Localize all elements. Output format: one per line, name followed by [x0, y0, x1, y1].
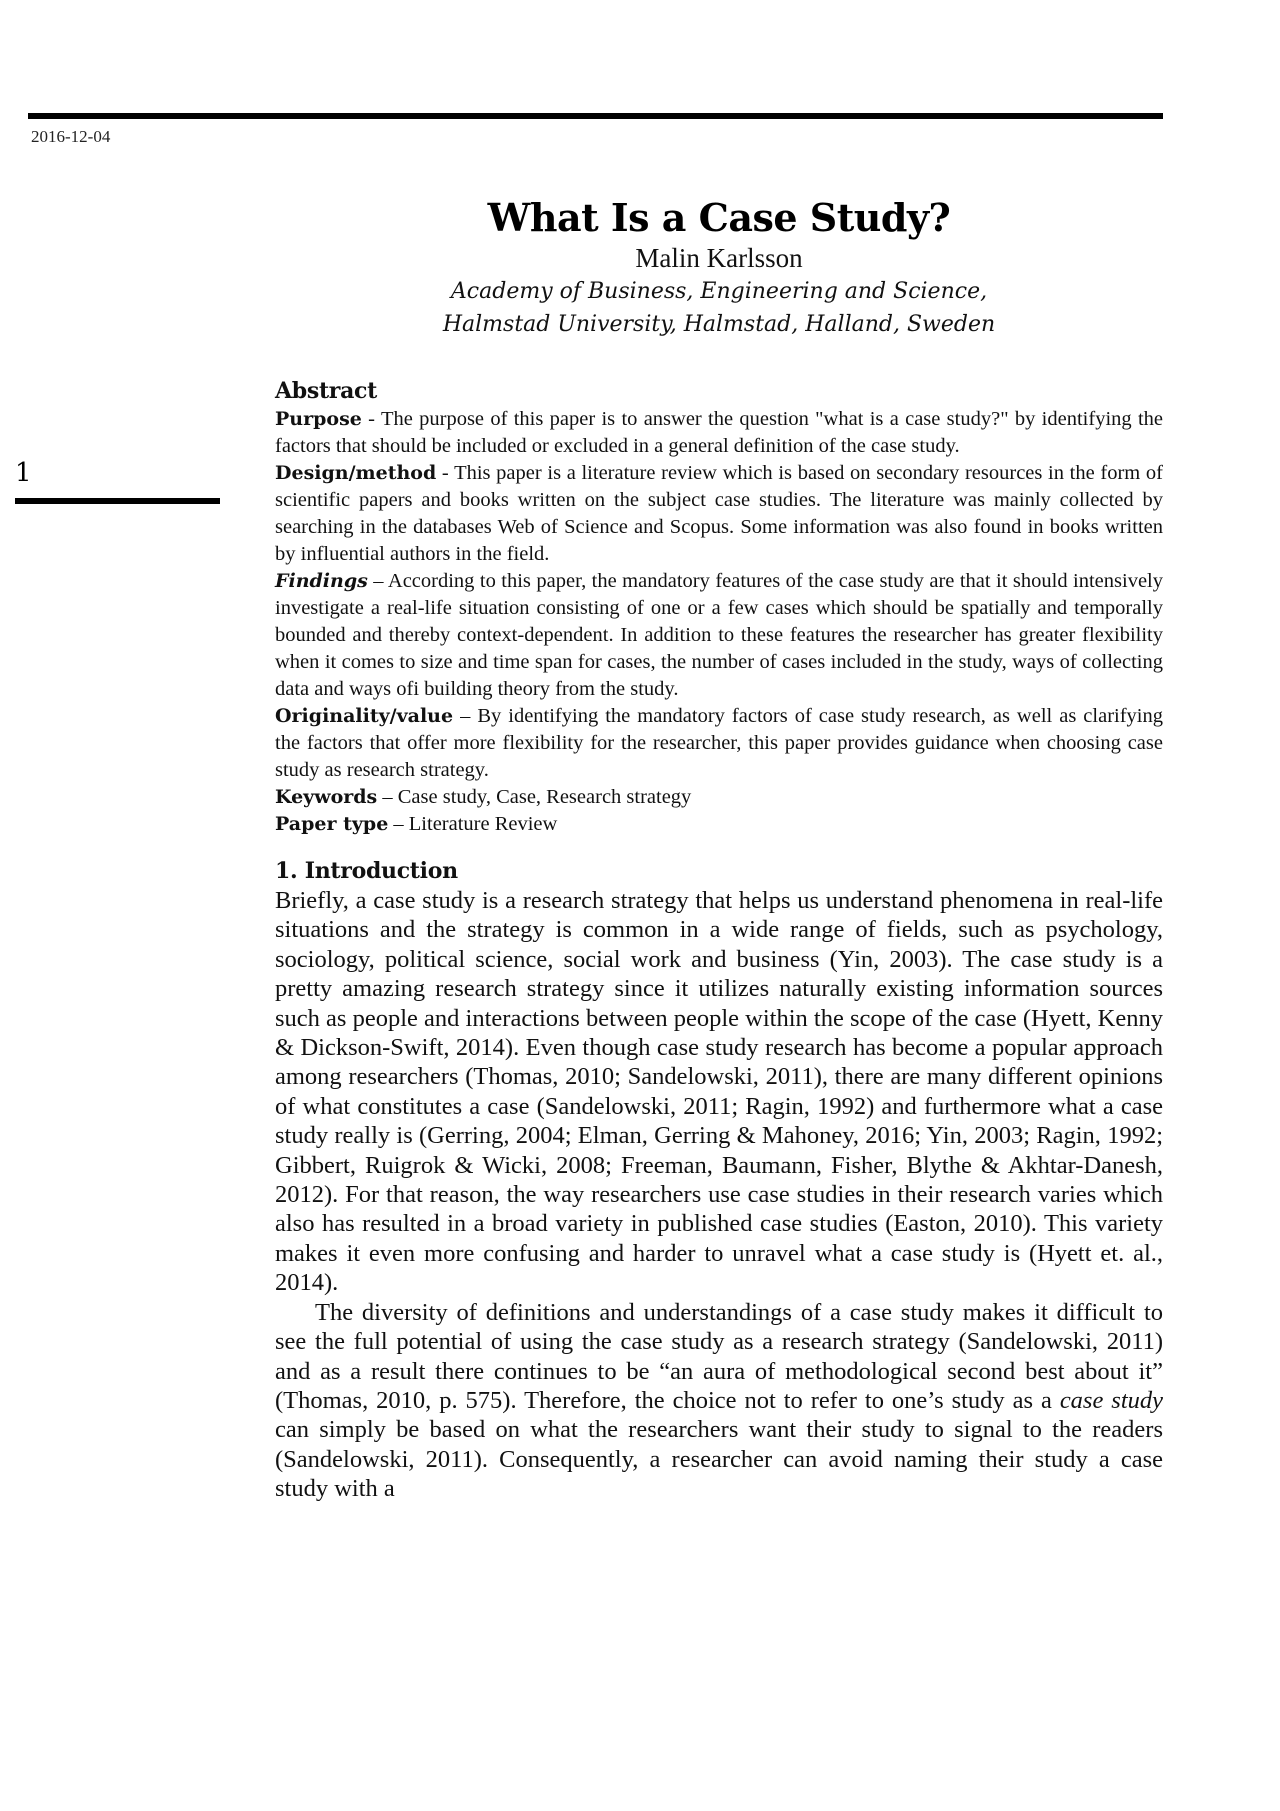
body-content [275, 376, 1163, 1504]
abstract-separator: - [436, 462, 455, 484]
title-block [275, 195, 1163, 341]
abstract-separator: – [377, 786, 398, 808]
affiliation-line-2: Halmstad University, Halmstad, Halland, Sweden [442, 312, 996, 337]
abstract-findings [275, 568, 1163, 703]
abstract-heading: Abstract [275, 378, 378, 404]
abstract-separator: - [361, 408, 381, 430]
abstract-text: The purpose of this paper is to answer the question "what is a case study?" by identifying the factors that should be included or excluded in a general definition of the case study. [275, 408, 1163, 457]
header-rule [28, 113, 1163, 119]
abstract-label: Originality/value [275, 705, 454, 727]
abstract-originality [275, 703, 1163, 784]
abstract-separator: – [388, 813, 409, 835]
abstract-purpose [275, 406, 1163, 460]
abstract-separator: – [367, 570, 388, 592]
abstract-text: This paper is a literature review which is based on secondary resources in the form of scientific papers and books written on the subject case studies. The literature was mainly collected by searching in the databases Web of Science and Scopus. Some information was also found in books written by influential authors in the field. [275, 462, 1163, 565]
paper-title: What Is a Case Study? [487, 195, 951, 240]
abstract-paper-type [275, 811, 1163, 838]
paragraph-text: can simply be based on what the researchers want their study to signal to the readers (Sandelowski, 2011). Consequently, a researcher can avoid naming their study a case study with a [275, 1416, 1163, 1503]
abstract-text: According to this paper, the mandatory features of the case study are that it should intensively investigate a real-life situation consisting of one or a few cases which should be spatially and temporally bounded and thereby context-dependent. In addition to these features the researcher has greater flexibility when it comes to size and time span for cases, the number of cases included in the study, ways of collecting data and ways ofi building theory from the study. [275, 570, 1164, 700]
introduction-heading: 1. Introduction [275, 858, 458, 884]
abstract-label: Purpose [275, 408, 362, 430]
abstract-label: Paper type [275, 813, 389, 835]
abstract-text: Case study, Case, Research strategy [397, 786, 692, 808]
page-number: 1 [15, 458, 32, 488]
page-number-rule [15, 498, 220, 504]
affiliation-line-1: Academy of Business, Engineering and Science, [450, 279, 988, 304]
abstract-label: Design/method [275, 462, 437, 484]
abstract-label: Keywords [275, 786, 378, 808]
introduction-paragraph-2 [275, 1298, 1163, 1504]
abstract-keywords [275, 784, 1163, 811]
emphasized-term: case study [1059, 1386, 1164, 1414]
author-name: Malin Karlsson [635, 243, 803, 273]
abstract-separator: – [453, 705, 478, 727]
abstract-text: Literature Review [408, 813, 558, 835]
document-date: 2016-12-04 [31, 127, 111, 146]
introduction-body [275, 886, 1163, 1504]
abstract-design-method [275, 460, 1163, 568]
introduction-paragraph-1: Briefly, a case study is a research strategy that helps us understand phenomena in real-life situations and the strategy is common in a wide range of fields, such as psychology, sociology, political science, social work and business (Yin, 2003). The case study is a pretty amazing research strategy since it utilizes naturally existing information sources such as people and interactions between people within the scope of the case (Hyett, Kenny & Dickson-Swift, 2014). Even though case study research has become a popular approach among researchers (Thomas, 2010; Sandelowski, 2011), there are many different opinions of what constitutes a case (Sandelowski, 2011; Ragin, 1992) and furthermore what a case study really is (Gerring, 2004; Elman, Gerring & Mahoney, 2016; Yin, 2003; Ragin, 1992; Gibbert, Ruigrok & Wicki, 2008; Freeman, Baumann, Fisher, Blythe & Akhtar-Danesh, 2012). For that reason, the way researchers use case studies in their research varies which also has resulted in a broad variety in published case studies (Easton, 2010). This variety makes it even more confusing and harder to unravel what a case study is (Hyett et. al., 2014). [275, 887, 1163, 1297]
abstract-label: Findings [275, 570, 368, 592]
abstract-text: By identifying the mandatory factors of case study research, as well as clarifying the factors that offer more flexibility for the researcher, this paper provides guidance when choosing case study as research strategy. [275, 705, 1163, 781]
paragraph-text: The diversity of definitions and understandings of a case study makes it difficult to see the full potential of using the case study as a research strategy (Sandelowski, 2011) and as a result there continues to be “an aura of methodological second best about it” (Thomas, 2010, p. 575). Therefore, the choice not to refer to one’s study as a [275, 1298, 1163, 1414]
